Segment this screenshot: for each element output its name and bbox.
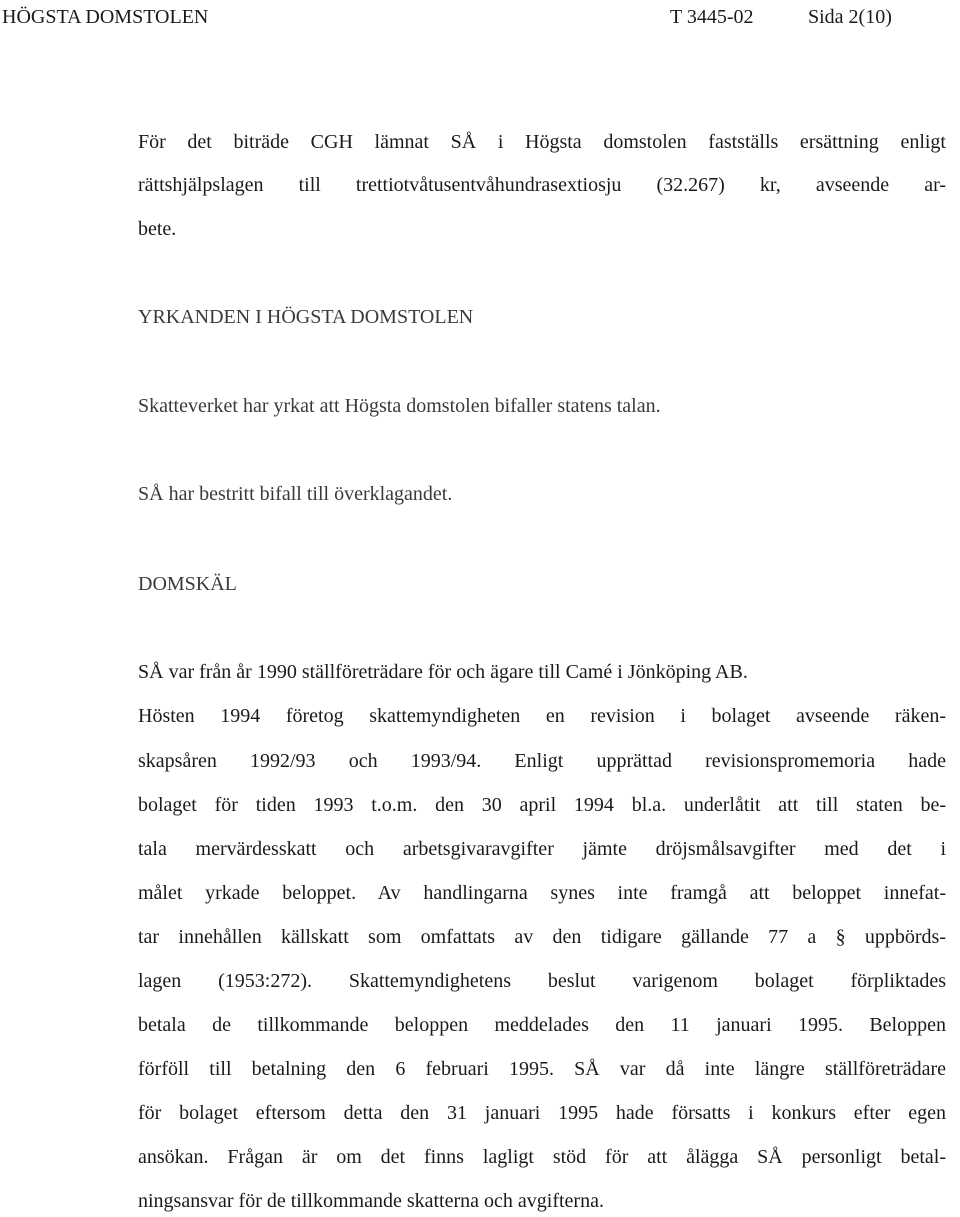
domskal-line: ningsansvar för de tillkommande skatterna och avgifterna. [138,1190,604,1212]
domskal-line: betala de tillkommande beloppen meddelades den 11 januari 1995. Beloppen [138,1014,946,1036]
domskal-line: Hösten 1994 företog skattemyndigheten en revision i bolaget avseende räken- [138,705,946,727]
intro-line: rättshjälpslagen till trettiotvåtusentvåhundrasextiosju (32.267) kr, avseende ar- [138,174,946,196]
intro-line: bete. [138,218,177,240]
domskal-line: målet yrkade beloppet. Av handlingarna synes inte framgå att beloppet innefat- [138,882,946,904]
domskal-line: lagen (1953:272). Skattemyndighetens beslut varigenom bolaget förpliktades [138,970,946,992]
section-heading-domskal: DOMSKÄL [138,573,237,595]
court-name: HÖGSTA DOMSTOLEN [2,6,209,28]
yrkanden-line: Skatteverket har yrkat att Högsta domstolen bifaller statens talan. [138,395,661,417]
domskal-line: SÅ var från år 1990 ställföreträdare för och ägare till Camé i Jönköping AB. [138,661,748,683]
domskal-line: bolaget för tiden 1993 t.o.m. den 30 april 1994 bl.a. underlåtit att till staten be- [138,794,946,816]
domskal-line: tar innehållen källskatt som omfattats av den tidigare gällande 77 a § uppbörds- [138,926,946,948]
domskal-line: tala mervärdesskatt och arbetsgivaravgifter jämte dröjsmålsavgifter med det i [138,838,946,860]
section-heading-yrkanden: YRKANDEN I HÖGSTA DOMSTOLEN [138,306,474,328]
page-number: Sida 2(10) [808,6,892,28]
intro-line: För det biträde CGH lämnat SÅ i Högsta domstolen fastställs ersättning enligt [138,131,946,153]
domskal-line: för bolaget eftersom detta den 31 januari 1995 hade försatts i konkurs efter egen [138,1102,946,1124]
page-header [0,4,960,30]
yrkanden-line: SÅ har bestritt bifall till överklagandet. [138,483,453,505]
case-number: T 3445-02 [670,6,754,28]
domskal-line: ansökan. Frågan är om det finns lagligt stöd för att ålägga SÅ personligt betal- [138,1146,946,1168]
domskal-line: förföll till betalning den 6 februari 1995. SÅ var då inte längre ställföreträdare [138,1058,946,1080]
domskal-line: skapsåren 1992/93 och 1993/94. Enligt upprättad revisionspromemoria hade [138,750,946,772]
